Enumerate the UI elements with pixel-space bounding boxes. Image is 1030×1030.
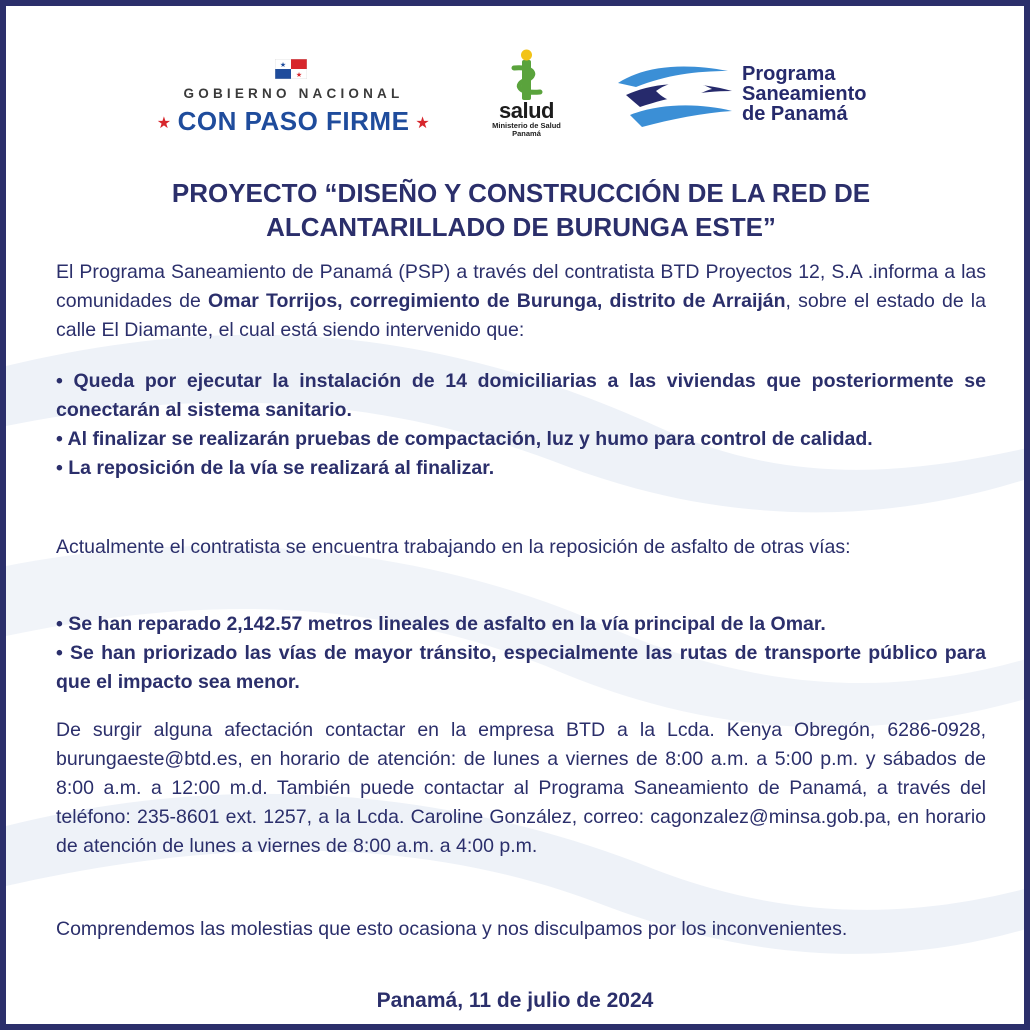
asphalt-progress-list bbox=[56, 610, 986, 697]
svg-text:★: ★ bbox=[279, 61, 287, 69]
psp-wordmark-line2: Saneamiento bbox=[742, 83, 867, 105]
psp-wordmark bbox=[742, 64, 866, 124]
minsa-subtitle-line1: Ministerio de Salud bbox=[492, 121, 561, 130]
intro-paragraph bbox=[56, 258, 986, 345]
project-title-line1: PROYECTO “DISEÑO Y CONSTRUCCIÓN DE LA RED DE bbox=[171, 178, 871, 208]
background-wave-graphic bbox=[6, 6, 1030, 1030]
gobierno-nacional-logo bbox=[146, 56, 441, 141]
intro-text-1: El Programa Saneamiento de Panamá (PSP) a través del contratista BTD Proyectos 12, S.A .informa a las comunidades de bbox=[56, 261, 986, 312]
con-paso-firme-text: CON PASO FIRME bbox=[177, 106, 410, 136]
intro-location: Omar Torrijos, corregimiento de Burunga, distrito de Arraiján bbox=[207, 290, 786, 312]
svg-text:★: ★ bbox=[295, 71, 303, 79]
psp-wordmark-line1: Programa bbox=[742, 63, 836, 85]
list-item: • Queda por ejecutar la instalación de 14 domiciliarias a las viviendas que posteriormente se conectarán al sistema sanitario. bbox=[56, 370, 986, 421]
project-title bbox=[66, 176, 976, 244]
list-item: • Se han reparado 2,142.57 metros lineales de asfalto en la vía principal de la Omar. bbox=[56, 613, 826, 635]
closing-paragraph: Comprendemos las molestias que esto ocasiona y nos disculpamos por los inconvenientes. bbox=[56, 918, 848, 940]
list-item: • La reposición de la vía se realizará al finalizar. bbox=[56, 457, 495, 479]
con-paso-firme-label bbox=[146, 106, 441, 137]
asphalt-paragraph: Actualmente el contratista se encuentra trabajando en la reposición de asfalto de otras vías: bbox=[56, 536, 851, 558]
gobierno-nacional-label: GOBIERNO NACIONAL bbox=[183, 86, 404, 101]
intro-text-2: , sobre el estado de la calle El Diamante, el cual está siendo intervenido que: bbox=[56, 290, 986, 341]
project-title-line2: ALCANTARILLADO DE BURUNGA ESTE” bbox=[266, 212, 776, 242]
salud-emblem-icon bbox=[484, 48, 569, 100]
pending-work-list bbox=[56, 367, 986, 483]
star-icon: ★ bbox=[156, 115, 172, 133]
minsa-subtitle-line2: Panamá bbox=[512, 129, 541, 138]
list-item: • Al finalizar se realizarán pruebas de compactación, luz y humo para control de calidad. bbox=[56, 428, 873, 450]
list-item: • Se han priorizado las vías de mayor tránsito, especialmente las rutas de transporte público para que el impacto sea menor. bbox=[56, 642, 986, 693]
star-icon: ★ bbox=[415, 115, 431, 133]
notice-date: Panamá, 11 de julio de 2024 bbox=[376, 989, 654, 1012]
salud-wordmark: salud bbox=[499, 98, 554, 123]
psp-wordmark-line3: de Panamá bbox=[742, 103, 848, 125]
minsa-subtitle bbox=[484, 122, 569, 138]
dolphin-wave-icon bbox=[616, 61, 736, 131]
contact-paragraph: De surgir alguna afectación contactar en la empresa BTD a la Lcda. Kenya Obregón, 6286-0928, burungaeste@btd.es, en horario de atención: de lunes a viernes de 8:00 a.m. a 5:00 p.m. y sábados de 8:00 a.m. a 12:00 m.d. También puede contactar al Programa Saneamiento de Panamá, a través del teléfono: 235-8601 ext. 1257, a la Lcda. Caroline González, correo: cagonzalez@minsa.gob.pa, en horario de atención de lunes a viernes de 8:00 a.m. a 4:00 p.m. bbox=[56, 719, 986, 857]
minsa-logo bbox=[484, 48, 569, 143]
psp-logo bbox=[616, 61, 916, 141]
panama-flag-icon bbox=[275, 59, 307, 79]
